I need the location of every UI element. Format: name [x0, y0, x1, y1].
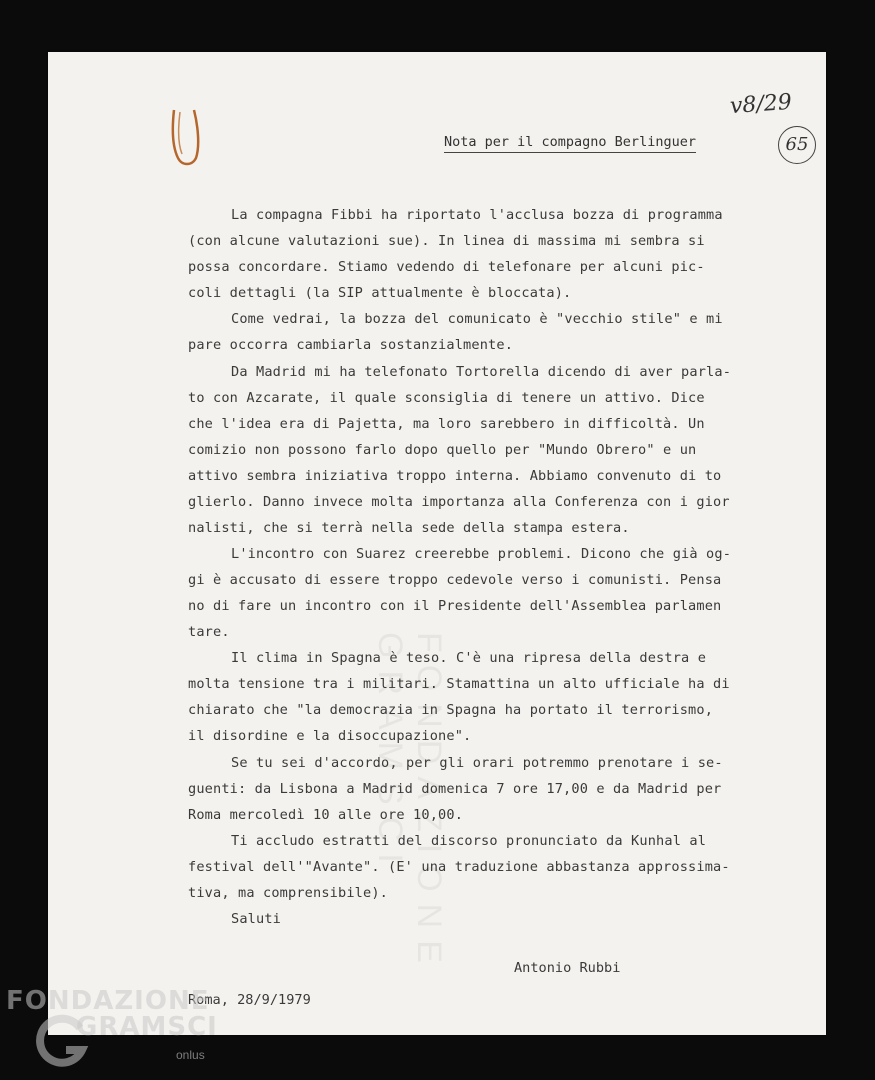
body-line: tiva, ma comprensibile).: [188, 885, 389, 901]
document-page: [48, 52, 826, 1035]
body-line: pare occorra cambiarla sostanzialmente.: [188, 337, 514, 353]
body-line: il disordine e la disoccupazione".: [188, 728, 472, 744]
body-line: possa concordare. Stiamo vedendo di telefonare per alcuni pic-: [188, 259, 705, 275]
body-line: coli dettagli (la SIP attualmente è bloccata).: [188, 285, 572, 301]
handwritten-reference: v8/29: [729, 89, 793, 120]
body-line: glierlo. Danno invece molta importanza alla Conferenza con i gior: [188, 494, 730, 510]
body-line: comizio non possono farlo dopo quello per "Mundo Obrero" e un: [188, 442, 697, 458]
body-line: attivo sembra iniziativa troppo interna. Abbiamo convenuto di to: [188, 468, 722, 484]
body-line: Da Madrid mi ha telefonato Tortorella dicendo di aver parla-: [231, 364, 732, 380]
body-line: Ti accludo estratti del discorso pronunciato da Kunhal al: [231, 833, 707, 849]
body-line: Il clima in Spagna è teso. C'è una ripresa della destra e: [231, 650, 707, 666]
body-line: no di fare un incontro con il Presidente dell'Assemblea parlamen: [188, 598, 722, 614]
body-line: nalisti, che si terrà nella sede della stampa estera.: [188, 520, 630, 536]
body-line: che l'idea era di Pajetta, ma loro sarebbero in difficoltà. Un: [188, 416, 705, 432]
signature: Antonio Rubbi: [514, 960, 621, 976]
place-date: Roma, 28/9/1979: [188, 992, 311, 1008]
body-line: festival dell'"Avante". (E' una traduzione abbastanza approssima-: [188, 859, 730, 875]
background-watermark: FONDAZIONE GRAMSCI: [371, 632, 448, 975]
body-line: L'incontro con Suarez creerebbe problemi. Dicono che già og-: [231, 546, 732, 562]
body-line: Se tu sei d'accordo, per gli orari potremmo prenotare i se-: [231, 755, 723, 771]
body-line: guenti: da Lisbona a Madrid domenica 7 ore 17,00 e da Madrid per: [188, 781, 722, 797]
body-line: tare.: [188, 624, 230, 640]
body-line: to con Azcarate, il quale sconsiglia di tenere un attivo. Dice: [188, 390, 705, 406]
logo-text-line2: GRAMSCI: [76, 1012, 218, 1042]
paperclip-mark-icon: [168, 108, 206, 168]
logo-text-line1: FONDAZIONE: [6, 986, 210, 1016]
body-line: chiarato che "la democrazia in Spagna ha portato il terrorismo,: [188, 702, 714, 718]
logo-suffix: onlus: [176, 1048, 205, 1062]
document-title: Nota per il compagno Berlinguer: [444, 134, 696, 153]
body-line: Come vedrai, la bozza del comunicato è "vecchio stile" e mi: [231, 311, 723, 327]
body-line: gi è accusato di essere troppo cedevole verso i comunisti. Pensa: [188, 572, 722, 588]
body-line: La compagna Fibbi ha riportato l'acclusa bozza di programma: [231, 207, 723, 223]
body-line: Roma mercoledì 10 alle ore 10,00.: [188, 807, 464, 823]
page-number: 65: [778, 126, 816, 164]
body-line: molta tensione tra i militari. Stamattina un alto ufficiale ha di: [188, 676, 730, 692]
fondazione-gramsci-logo: [6, 984, 226, 1074]
body-line: Saluti: [231, 911, 282, 927]
body-line: (con alcune valutazioni sue). In linea di massima mi sembra si: [188, 233, 705, 249]
